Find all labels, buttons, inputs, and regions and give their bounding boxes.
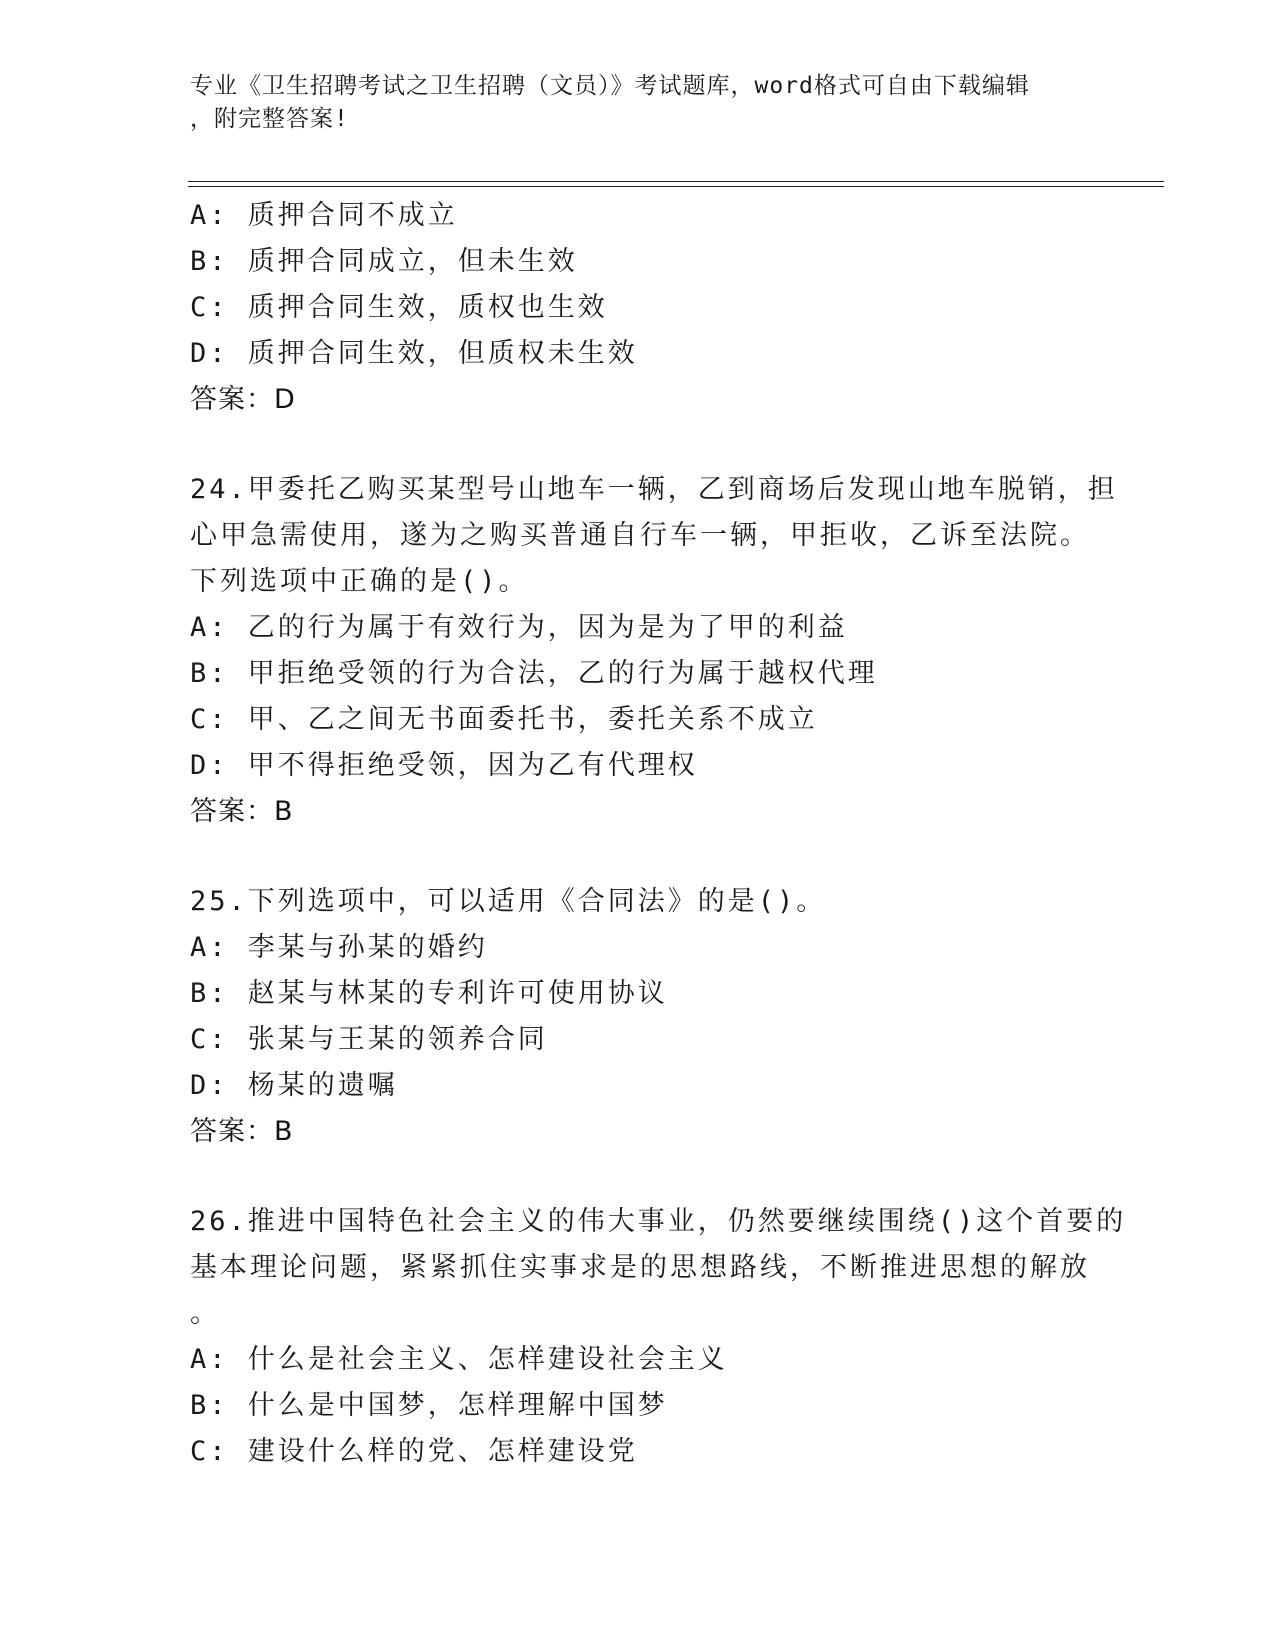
q26-option-c: C: 建设什么样的党、怎样建设党 bbox=[190, 1436, 638, 1467]
q25-option-d: D: 杨某的遗嘱 bbox=[190, 1070, 398, 1101]
q26-option-a: A: 什么是社会主义、怎样建设社会主义 bbox=[190, 1344, 728, 1375]
q24-option-c: C: 甲、乙之间无书面委托书，委托关系不成立 bbox=[190, 704, 818, 735]
question-24 bbox=[190, 467, 1118, 835]
q26-option-b: B: 什么是中国梦，怎样理解中国梦 bbox=[190, 1390, 668, 1421]
q23-option-a: A: 质押合同不成立 bbox=[190, 200, 458, 231]
header-rule-top bbox=[188, 181, 1164, 182]
q25-answer: 答案：B bbox=[190, 1116, 294, 1147]
q26-stem-line-2: 基本理论问题，紧紧抓住实事求是的思想路线，不断推进思想的解放 bbox=[190, 1252, 1090, 1283]
q24-stem-line-1: 24.甲委托乙购买某型号山地车一辆，乙到商场后发现山地车脱销，担 bbox=[190, 474, 1118, 505]
spacer bbox=[190, 423, 1090, 467]
q26-stem-line-3: 。 bbox=[190, 1298, 220, 1329]
q23-option-c: C: 质押合同生效，质权也生效 bbox=[190, 292, 608, 323]
q24-stem-line-2: 心甲急需使用，遂为之购买普通自行车一辆，甲拒收，乙诉至法院。 bbox=[190, 520, 1090, 551]
q23-answer: 答案：D bbox=[190, 384, 296, 415]
header-rule-bottom bbox=[188, 186, 1164, 187]
q26-stem-line-1: 26.推进中国特色社会主义的伟大事业，仍然要继续围绕()这个首要的 bbox=[190, 1206, 1127, 1237]
header-line-1: 专业《卫生招聘考试之卫生招聘（文员）》考试题库，word格式可自由下载编辑 bbox=[190, 73, 1030, 99]
q25-stem-line-1: 25.下列选项中，可以适用《合同法》的是()。 bbox=[190, 886, 827, 917]
q24-option-a: A: 乙的行为属于有效行为，因为是为了甲的利益 bbox=[190, 612, 848, 643]
q24-option-b: B: 甲拒绝受领的行为合法，乙的行为属于越权代理 bbox=[190, 658, 878, 689]
question-25 bbox=[190, 879, 1090, 1155]
spacer bbox=[190, 1155, 1090, 1199]
document-header bbox=[190, 70, 1090, 136]
q23-option-d: D: 质押合同生效，但质权未生效 bbox=[190, 338, 638, 369]
q25-option-a: A: 李某与孙某的婚约 bbox=[190, 932, 488, 963]
q25-option-c: C: 张某与王某的领养合同 bbox=[190, 1024, 548, 1055]
q23-option-b: B: 质押合同成立，但未生效 bbox=[190, 246, 578, 277]
question-list bbox=[190, 193, 1127, 1475]
question-26 bbox=[190, 1199, 1127, 1475]
spacer bbox=[190, 835, 1090, 879]
q24-answer: 答案：B bbox=[190, 796, 294, 827]
q24-option-d: D: 甲不得拒绝受领，因为乙有代理权 bbox=[190, 750, 698, 781]
header-line-2: ，附完整答案! bbox=[190, 106, 349, 132]
q24-stem-line-3: 下列选项中正确的是()。 bbox=[190, 566, 529, 597]
q25-option-b: B: 赵某与林某的专利许可使用协议 bbox=[190, 978, 668, 1009]
question-23 bbox=[190, 193, 1090, 423]
